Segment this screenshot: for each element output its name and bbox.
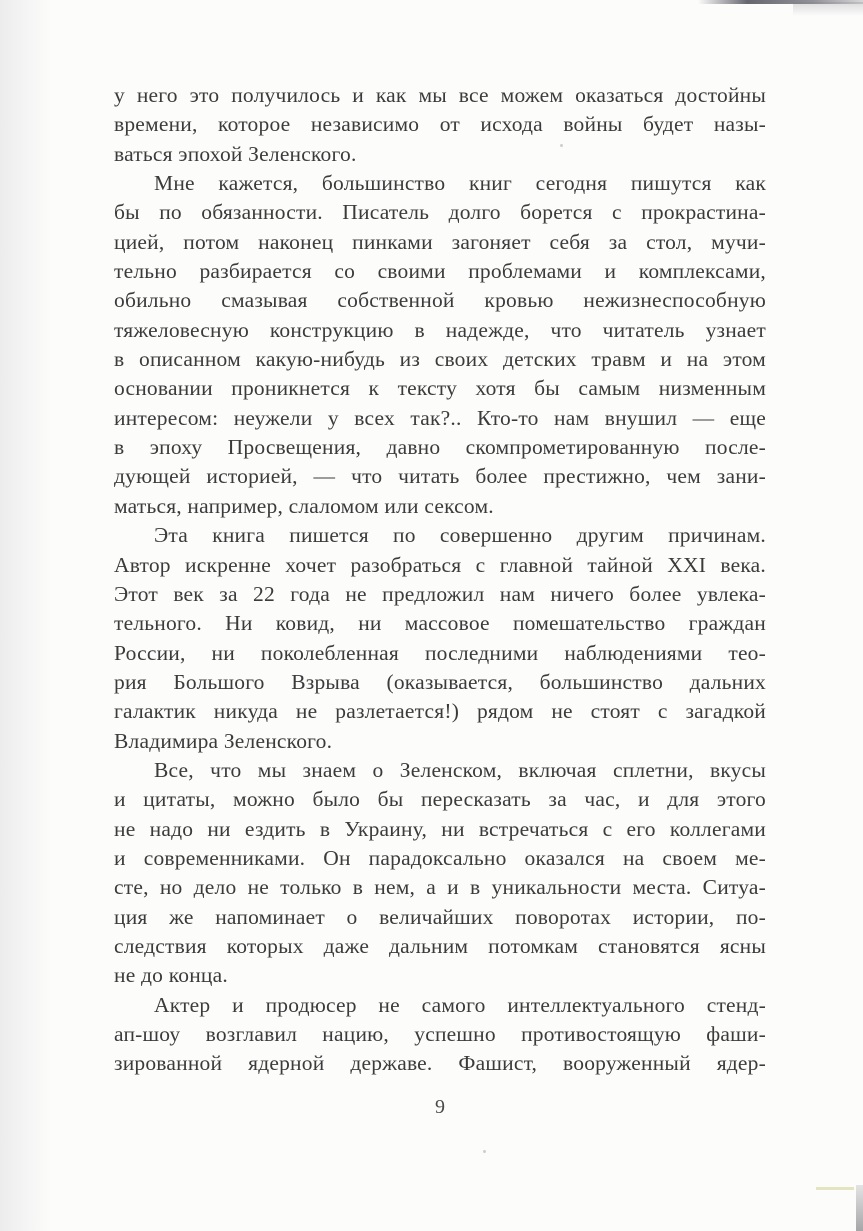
text-line: дующей историей, — что читать более престижно, чем зани-: [114, 464, 766, 489]
text-line: галактик никуда не разлетается!) рядом не стоят с загадкой: [114, 699, 766, 724]
scan-edge-bottom-right: [856, 1185, 863, 1231]
text-line: зированной ядерной державе. Фашист, вооруженный ядер-: [114, 1051, 766, 1076]
text-line: ваться эпохой Зеленского.: [114, 141, 357, 166]
scan-edge-top-smudge: [793, 2, 863, 16]
text-line: Автор искренне хочет разобраться с главной тайной XXI века.: [114, 552, 766, 577]
text-line: Эта книга пишется по совершенно другим причинам.: [154, 523, 766, 548]
text-line: цией, потом наконец пинками загоняет себя за стол, мучи-: [114, 229, 766, 254]
text-line: ап-шоу возглавил нацию, успешно противостоящую фаши-: [114, 1022, 766, 1046]
text-line: ция же напоминает о величайших поворотах истории, по-: [114, 904, 766, 929]
page-text-block: [114, 81, 766, 1079]
text-line: обильно смазывая собственной кровью нежизнеспособную: [114, 288, 766, 313]
text-line: маться, например, слаломом или сексом.: [114, 493, 494, 518]
text-line: Актер и продюсер не самого интеллектуального стенд-: [154, 992, 766, 1017]
scan-shadow-left: [0, 0, 52, 1231]
text-line: у него это получилось и как мы все можем оказаться достойны: [114, 83, 766, 107]
text-line: интересом: неужели у всех так?.. Кто-то нам внушил — еще: [114, 405, 766, 430]
text-line: бы по обязанности. Писатель долго борется с прокрастина-: [114, 200, 766, 225]
scan-tick-bottom-right: [816, 1187, 854, 1190]
text-line: времени, которое независимо от исхода войны будет назы-: [114, 112, 766, 137]
text-line: Этот век за 22 года не предложил нам ничего более увлека-: [114, 581, 766, 606]
text-line: следствия которых даже дальним потомкам становятся ясны: [114, 933, 766, 958]
text-line: Все, что мы знаем о Зеленском, включая сплетни, вкусы: [154, 757, 766, 782]
text-line: основании проникнется к тексту хотя бы самым низменным: [114, 376, 766, 401]
text-line: в эпоху Просвещения, давно скомпрометированную после-: [114, 435, 766, 460]
text-line: и цитаты, можно было бы пересказать за час, и для этого: [114, 787, 766, 812]
text-line: тяжеловесную конструкцию в надежде, что читатель узнает: [114, 317, 766, 342]
scan-edge-top: [698, 0, 863, 4]
text-line: сте, но дело не только в нем, а и в уникальности места. Ситуа-: [114, 875, 766, 900]
text-line: в описанном какую-нибудь из своих детских травм и на этом: [114, 347, 766, 372]
text-line: и современниками. Он парадоксально оказался на своем ме-: [114, 845, 766, 870]
page-number: 9: [435, 1096, 445, 1118]
text-line: Мне кажется, большинство книг сегодня пишутся как: [154, 171, 766, 196]
text-line: не до конца.: [114, 963, 228, 988]
text-line: не надо ни ездить в Украину, ни встречаться с его коллегами: [114, 816, 766, 841]
text-line: тельного. Ни ковид, ни массовое помешательство граждан: [114, 611, 766, 636]
text-line: Владимира Зеленского.: [114, 728, 333, 753]
scan-speck: [483, 1150, 486, 1153]
text-line: России, ни поколебленная последними наблюдениями тео-: [114, 640, 766, 665]
text-line: тельно разбирается со своими проблемами и комплексами,: [114, 259, 766, 284]
text-line: рия Большого Взрыва (оказывается, большинство дальних: [114, 669, 766, 694]
